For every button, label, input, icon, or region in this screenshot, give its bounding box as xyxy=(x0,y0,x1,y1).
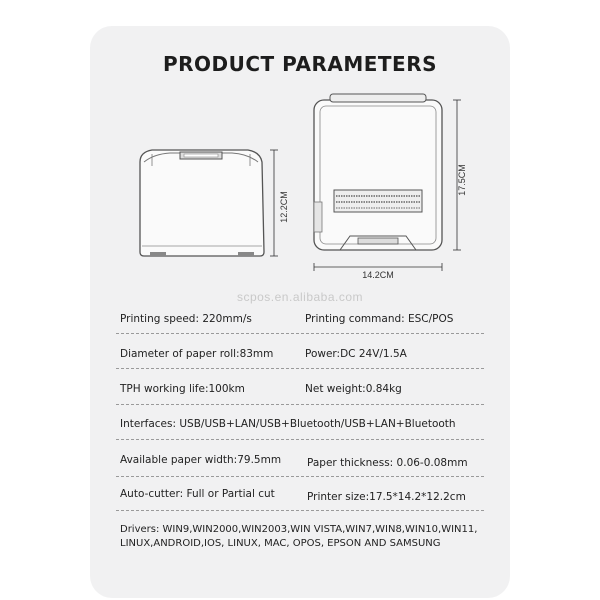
divider xyxy=(116,404,484,405)
spec-printer-size: Printer size:17.5*14.2*12.2cm xyxy=(307,491,466,503)
spec-printing-speed: Printing speed: 220mm/s xyxy=(120,313,252,325)
spec-paper-roll-diameter: Diameter of paper roll:83mm xyxy=(120,348,274,360)
page-title: PRODUCT PARAMETERS xyxy=(162,52,438,76)
spec-printing-command: Printing command: ESC/POS xyxy=(305,313,454,325)
spec-interfaces: Interfaces: USB/USB+LAN/USB+Bluetooth/USB+LAN+Bluetooth xyxy=(120,418,456,430)
spec-net-weight: Net weight:0.84kg xyxy=(305,383,402,395)
divider xyxy=(116,439,484,440)
top-width-label: 14.2CM xyxy=(362,270,394,280)
spec-power: Power:DC 24V/1.5A xyxy=(305,348,407,360)
divider xyxy=(116,510,484,511)
spec-auto-cutter: Auto-cutter: Full or Partial cut xyxy=(120,488,275,500)
divider xyxy=(116,333,484,334)
printer-top-illustration xyxy=(310,92,470,272)
top-height-label: 17.5CM xyxy=(457,164,467,196)
spec-paper-thickness: Paper thickness: 0.06-0.08mm xyxy=(307,457,468,469)
spec-tph-life: TPH working life:100km xyxy=(120,383,245,395)
divider xyxy=(116,476,484,477)
divider xyxy=(116,368,484,369)
spec-drivers-line2: LINUX,ANDROID,IOS, LINUX, MAC, OPOS, EPSON AND SAMSUNG xyxy=(120,538,441,549)
spec-paper-width: Available paper width:79.5mm xyxy=(120,454,282,466)
front-height-label: 12.2CM xyxy=(279,191,289,223)
spec-drivers-line1: Drivers: WIN9,WIN2000,WIN2003,WIN VISTA,WIN7,WIN8,WIN10,WIN11, xyxy=(120,524,478,535)
watermark: scpos.en.alibaba.com xyxy=(236,290,364,304)
